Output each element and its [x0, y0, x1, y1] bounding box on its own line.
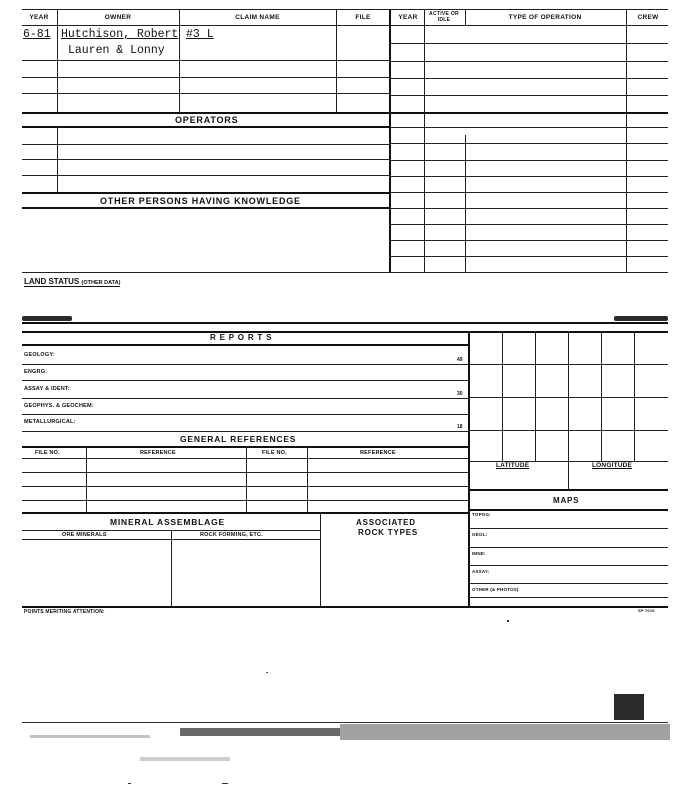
- general-references-title: GENERAL REFERENCES: [180, 434, 297, 444]
- other-persons-heading: OTHER PERSONS HAVING KNOWLEDGE: [100, 196, 301, 206]
- entry-date: 6-81: [23, 28, 51, 41]
- maps-other-photos: OTHER (& PHOTOS): [472, 587, 519, 592]
- gr-col-reference-1: REFERENCE: [140, 450, 176, 456]
- report-num-metallurgical: 18: [457, 424, 463, 430]
- latitude-label: LATITUDE: [496, 462, 530, 469]
- entry-claim-name: #3 L: [186, 28, 214, 41]
- form-number: SP 7019: [638, 608, 655, 613]
- maps-geol: GEOL:: [472, 532, 488, 537]
- col-header-crew: CREW: [637, 14, 659, 21]
- col-header-year: YEAR: [29, 14, 49, 21]
- gr-col-reference-2: REFERENCE: [360, 450, 396, 456]
- col-header-claim-name: CLAIM NAME: [235, 14, 280, 21]
- maps-mine: MINE:: [472, 551, 486, 556]
- col-header-file: FILE: [355, 14, 371, 21]
- maps-title: MAPS: [553, 496, 580, 505]
- ore-minerals-header: ORE MINERALS: [62, 532, 107, 538]
- points-meriting-attention: POINTS MERITING ATTENTION:: [24, 609, 105, 615]
- report-label-geophys: GEOPHYS. & GEOCHEM:: [24, 403, 94, 409]
- report-label-metallurgical: METALLURGICAL:: [24, 419, 76, 425]
- col-header-type-of-operation: TYPE OF OPERATION: [508, 14, 582, 21]
- rock-forming-header: ROCK FORMING, ETC.: [200, 532, 263, 538]
- maps-assay: ASSAY:: [472, 569, 490, 574]
- report-label-engrg: ENGRG:: [24, 369, 48, 375]
- report-label-assay: ASSAY & IDENT:: [24, 386, 70, 392]
- rock-types-label: ROCK TYPES: [358, 528, 419, 537]
- gr-col-file-no-2: FILE NO.: [262, 450, 287, 456]
- longitude-label: LONGITUDE: [592, 462, 633, 469]
- report-num-geology: 49: [457, 357, 463, 363]
- mineral-assemblage-title: MINERAL ASSEMBLAGE: [110, 517, 225, 527]
- operators-heading: OPERATORS: [175, 115, 239, 125]
- entry-owner-line2: Lauren & Lonny: [68, 44, 165, 57]
- report-label-geology: GEOLOGY:: [24, 352, 55, 358]
- land-status-label: LAND STATUS (OTHER DATA): [24, 277, 121, 286]
- associated-label: ASSOCIATED: [356, 518, 416, 527]
- col-header-active-idle: ACTIVE OR IDLE: [429, 11, 459, 23]
- col-header-owner: OWNER: [104, 14, 132, 21]
- report-num-assay: 30: [457, 391, 463, 397]
- col-header-year-right: YEAR: [398, 14, 418, 21]
- gr-col-file-no-1: FILE NO.: [35, 450, 60, 456]
- reports-title: R E P O R T S: [210, 333, 273, 342]
- entry-owner-name: Hutchison, Robert: [61, 28, 179, 41]
- maps-topog: TOPOG:: [472, 512, 491, 517]
